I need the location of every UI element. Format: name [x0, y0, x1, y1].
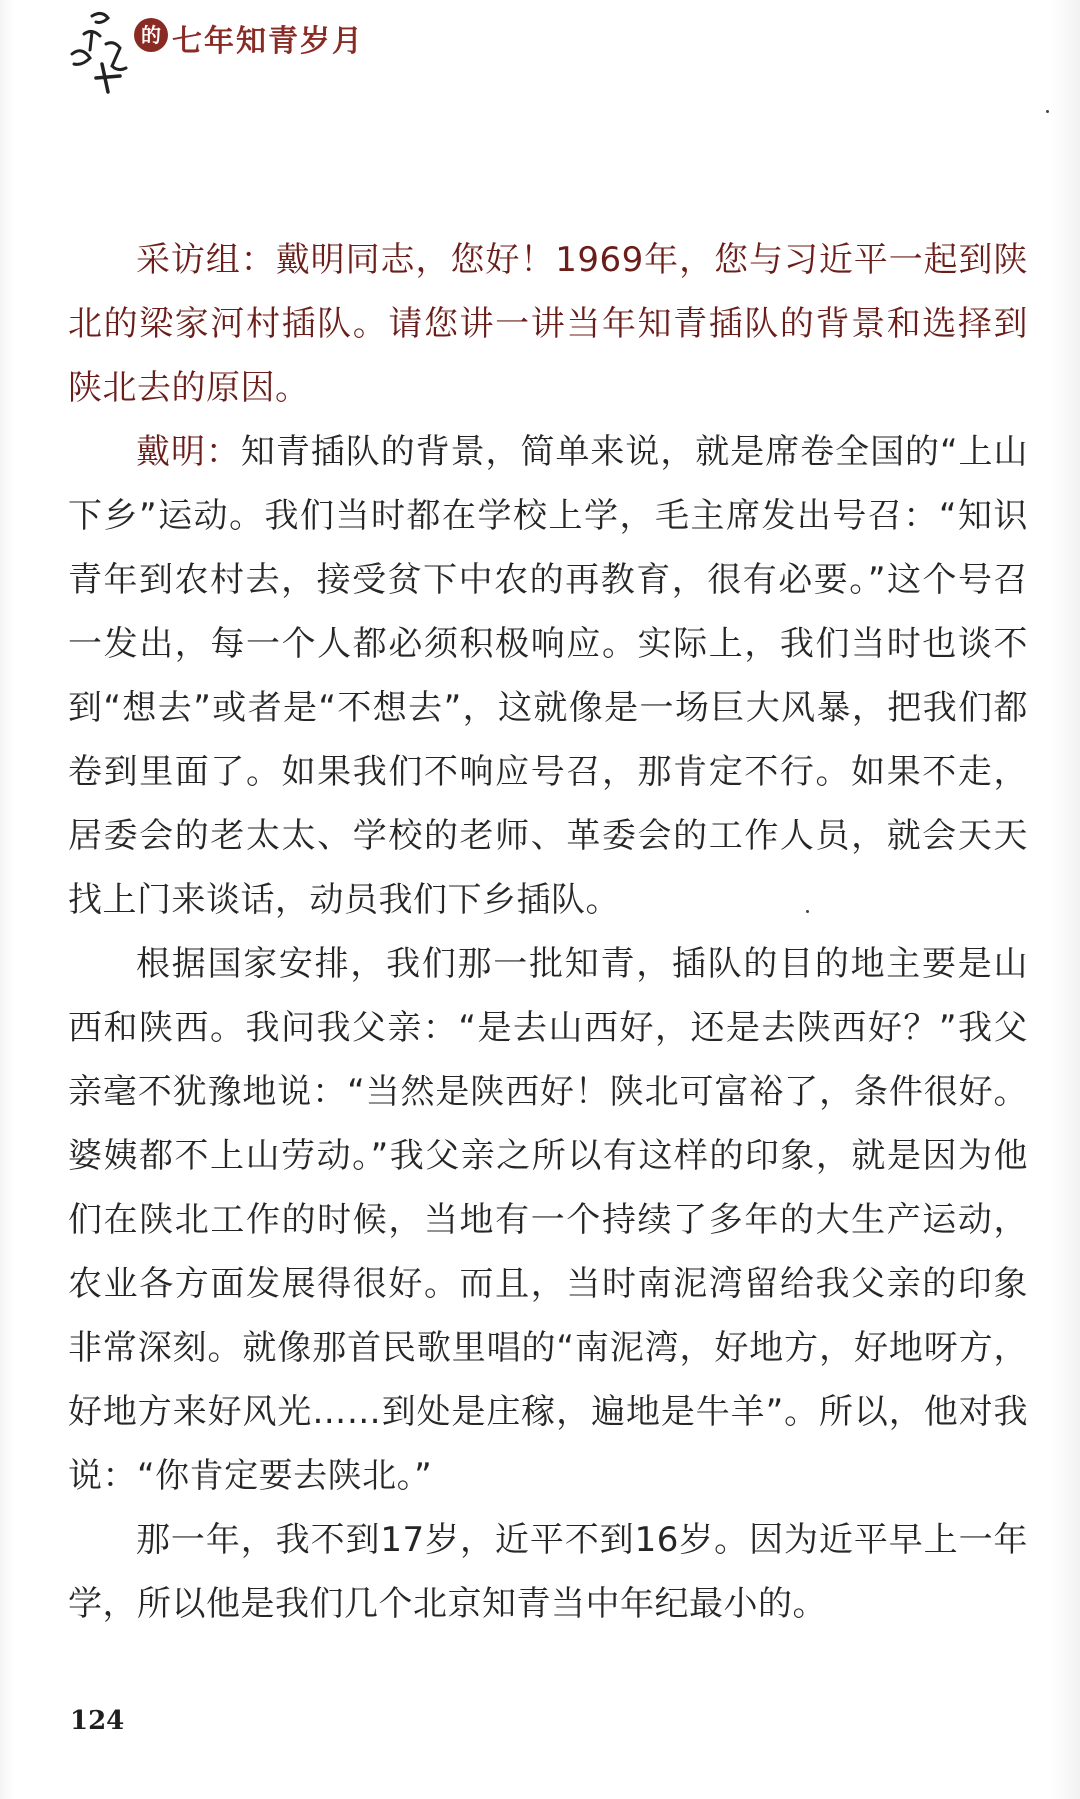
paragraph-body — [68, 932, 1028, 1508]
print-speck — [1046, 110, 1049, 113]
calligraphy-logo-art — [62, 6, 154, 98]
paragraph-body — [68, 1508, 1028, 1636]
running-title: 七年知青岁月 — [172, 24, 364, 59]
paragraph-interviewer-question — [68, 228, 1028, 420]
speaker-label: 采访组： — [136, 240, 276, 280]
speaker-label: 戴明： — [136, 432, 241, 472]
paragraph-text: 根据国家安排，我们那一批知青，插队的目的地主要是山西和陕西。我问我父亲：“是去山西好，还是去陕西好？”我父亲毫不犹豫地说：“当然是陕西好！陕北可富裕了，条件很好。婆姨都不上山劳动。”我父亲之所以有这样的印象，就是因为他们在陕北工作的时候，当地有一个持续了多年的大生产运动，农业各方面发展得很好。而且，当时南泥湾留给我父亲的印象非常深刻。就像那首民歌里唱的“南泥湾，好地方，好地呀方，好地方来好风光……到处是庄稼，遍地是牛羊”。所以，他对我说：“你肯定要去陕北。” — [68, 944, 1028, 1496]
seal-badge: 的 — [134, 18, 168, 52]
calligraphy-logo — [62, 6, 154, 98]
running-header — [62, 6, 482, 98]
paragraph-answer — [68, 420, 1028, 932]
print-speck — [806, 910, 809, 913]
page-number: 124 — [70, 1706, 125, 1736]
main-text — [68, 228, 1028, 1636]
paragraph-text: 那一年，我不到17岁，近平不到16岁。因为近平早上一年学，所以他是我们几个北京知青当中年纪最小的。 — [68, 1520, 1028, 1624]
paragraph-text: 戴明同志，您好！1969年，您与习近平一起到陕北的梁家河村插队。请您讲一讲当年知青插队的背景和选择到陕北去的原因。 — [68, 240, 1028, 408]
paragraph-text: 知青插队的背景，简单来说，就是席卷全国的“上山下乡”运动。我们当时都在学校上学，毛主席发出号召：“知识青年到农村去，接受贫下中农的再教育，很有必要。”这个号召一发出，每一个人都必须积极响应。实际上，我们当时也谈不到“想去”或者是“不想去”，这就像是一场巨大风暴，把我们都卷到里面了。如果我们不响应号召，那肯定不行。如果不走，居委会的老太太、学校的老师、革委会的工作人员，就会天天找上门来谈话，动员我们下乡插队。 — [68, 432, 1028, 920]
